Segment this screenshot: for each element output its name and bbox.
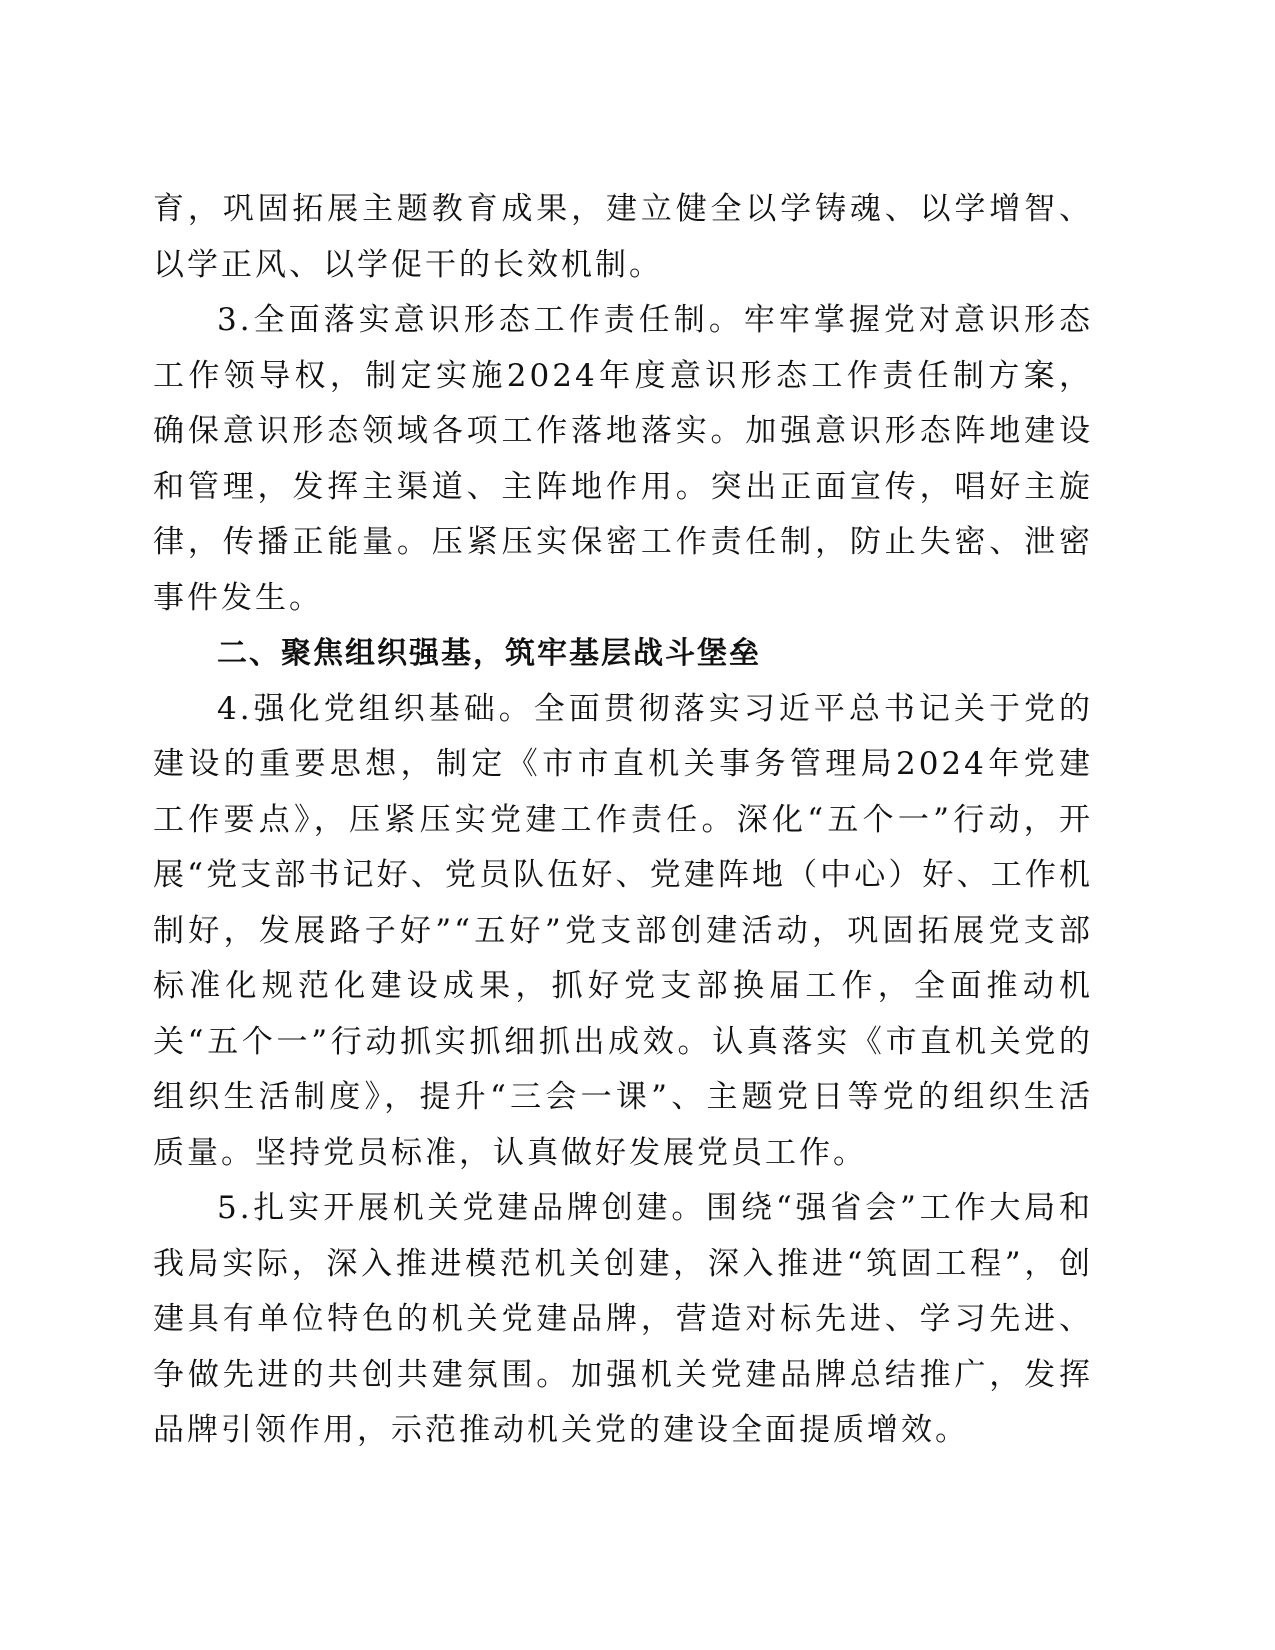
paragraph-continuation: 育，巩固拓展主题教育成果，建立健全以学铸魂、以学增智、以学正风、以学促干的长效机制。 — [153, 191, 1093, 283]
section-heading-2: 二、聚焦组织强基，筑牢基层战斗堡垒 — [217, 636, 761, 671]
document-body — [153, 182, 1093, 1459]
paragraph-item-5: 5.扎实开展机关党建品牌创建。围绕“强省会”工作大局和我局实际，深入推进模范机关创建，深入推进“筑固工程”，创建具有单位特色的机关党建品牌，营造对标先进、学习先进、争做先进的共创共建氛围。加强机关党建品牌总结推广，发挥品牌引领作用，示范推动机关党的建设全面提质增效。 — [153, 1190, 1093, 1448]
paragraph-item-3: 3.全面落实意识形态工作责任制。牢牢掌握党对意识形态工作领导权，制定实施2024年度意识形态工作责任制方案，确保意识形态领域各项工作落地落实。加强意识形态阵地建设和管理，发挥主渠道、主阵地作用。突出正面宣传，唱好主旋律，传播正能量。压紧压实保密工作责任制，防止失密、泄密事件发生。 — [153, 302, 1093, 616]
paragraph-item-4: 4.强化党组织基础。全面贯彻落实习近平总书记关于党的建设的重要思想，制定《市市直机关事务管理局2024年党建工作要点》，压紧压实党建工作责任。深化“五个一”行动，开展“党支部书记好、党员队伍好、党建阵地（中心）好、工作机制好，发展路子好”“五好”党支部创建活动，巩固拓展党支部标准化规范化建设成果，抓好党支部换届工作，全面推动机关“五个一”行动抓实抓细抓出成效。认真落实《市直机关党的组织生活制度》，提升“三会一课”、主题党日等党的组织生活质量。坚持党员标准，认真做好发展党员工作。 — [153, 690, 1093, 1171]
